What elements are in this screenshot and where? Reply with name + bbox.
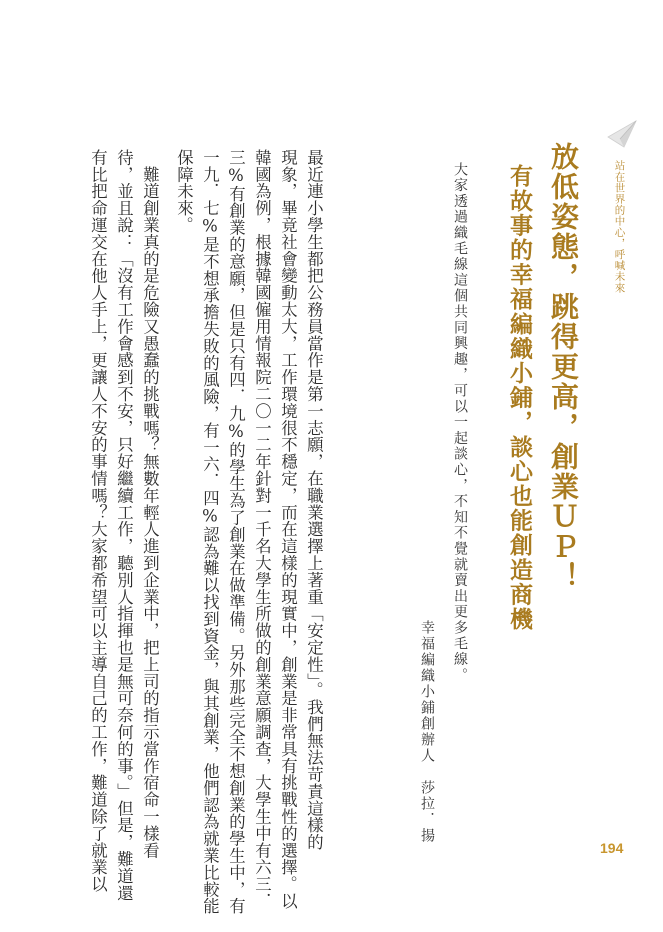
article-signature: 幸福編織小鋪創辦人 莎拉．揚 <box>419 620 435 844</box>
article-title: 放低姿態，跳得更高，創業ＵＰ！ <box>547 142 580 592</box>
body-line: 最近連小學生都把公務員當作是第一志願，在職業選擇上著重「安定性」。我們無法苛責這樣的 <box>304 149 324 851</box>
article-subtitle: 有故事的幸福編織小鋪，談心也能創造商機 <box>506 164 533 632</box>
running-header: 站在世界的中心，呼喊未來 <box>613 160 626 294</box>
body-line: 待，並且說：「沒有工作會感到不安，只好繼續工作，聽別人指揮也是無可奈何的事。」但是，難道還 <box>114 149 134 902</box>
body-line: 現象，畢竟社會變動太大，工作環境很不穩定，而在這樣的現實中，創業是非常具有挑戰性的選擇。以 <box>278 149 298 910</box>
body-line: 保障未來。 <box>174 149 194 234</box>
body-line: 難道創業真的是危險又愚蠢的挑戰嗎？無數年輕人進到企業中，把上司的指示當作宿命一樣看 <box>140 149 160 859</box>
body-line: 韓國為例，根據韓國僱用情報院二〇一二年針對一千名大學生所做的創業意願調查，大學生中有六三． <box>252 149 272 910</box>
page-number: 194 <box>600 840 624 856</box>
body-line: 三%有創業的意願，但是只有四．九%的學生為了創業在做準備。另外那些完全不想創業的學生中，有 <box>226 149 246 915</box>
body-line: 有比把命運交在他人手上，更讓人不安的事情嗎？大家都希望可以主導自己的工作，難道除了就業以 <box>88 149 108 893</box>
body-line: 一九．七%是不想承擔失敗的風險，有一六．四%認為難以找到資金，與其創業，他們認為就業比較能 <box>200 149 220 915</box>
article-intro: 大家透過織毛線這個共同興趣，可以一起談心，不知不覺就賣出更多毛線。 <box>452 162 468 684</box>
paper-plane-icon <box>606 117 638 149</box>
